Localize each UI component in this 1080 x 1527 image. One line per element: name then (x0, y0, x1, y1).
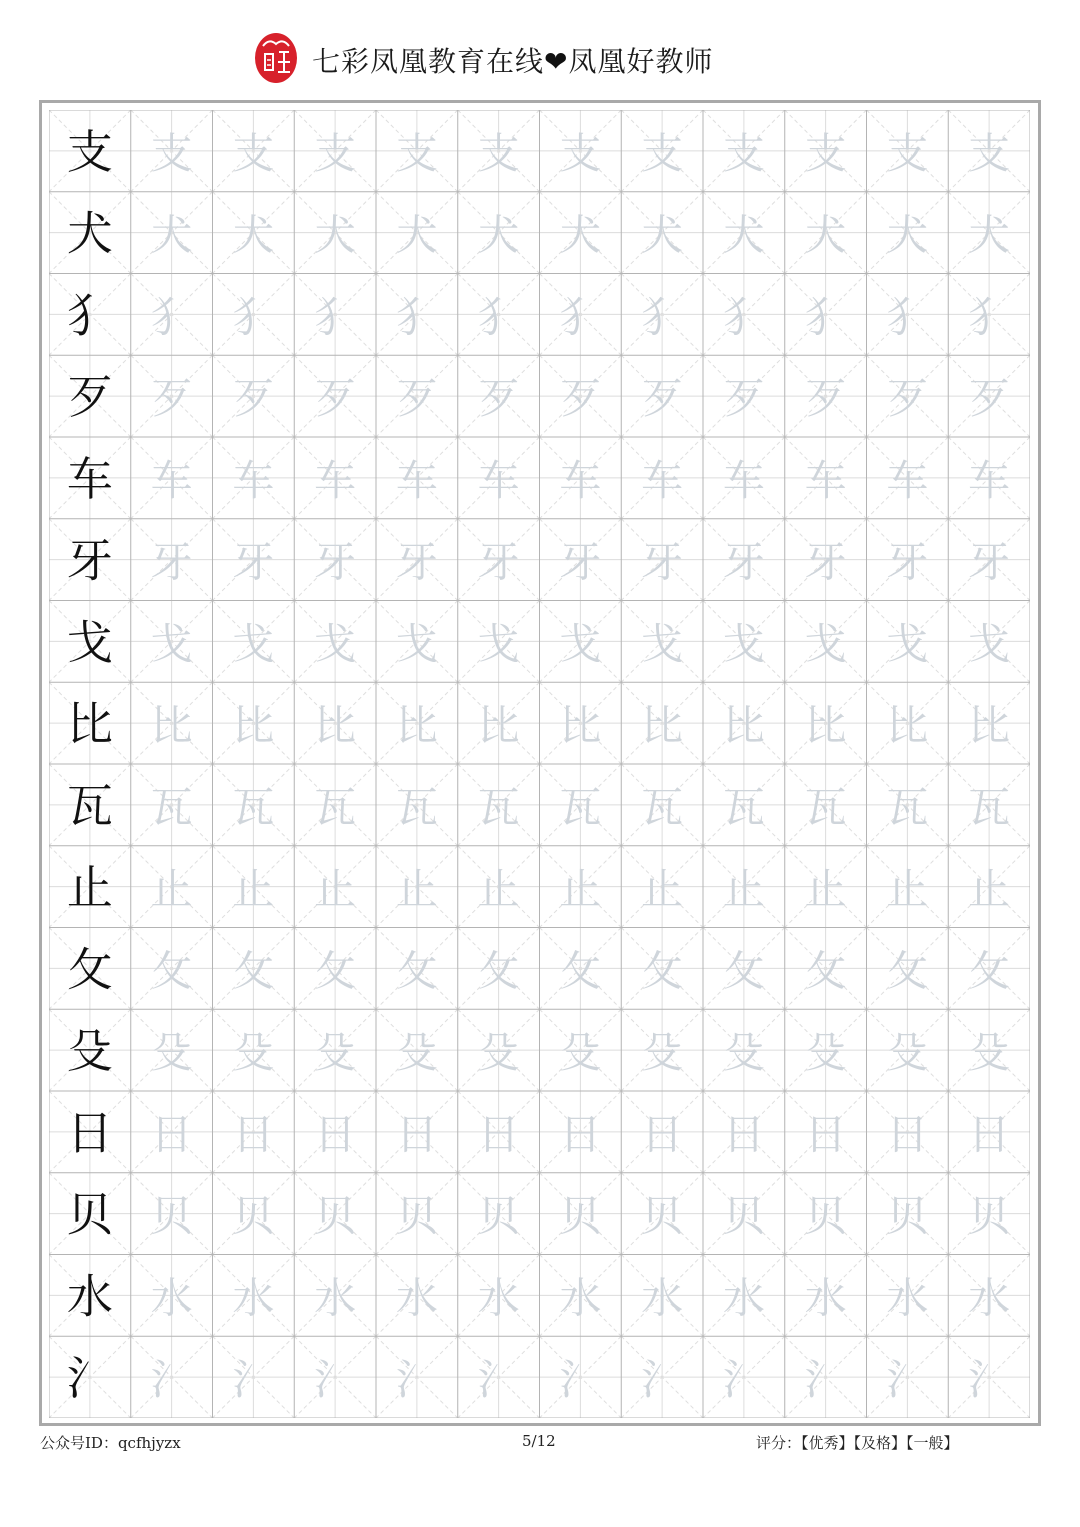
trace-character: 戈 (559, 619, 602, 669)
model-character: 日 (66, 1105, 113, 1160)
practice-row (67, 207, 1010, 261)
header (0, 28, 1080, 88)
trace-character: 歹 (395, 374, 438, 424)
trace-character: 车 (559, 455, 602, 505)
trace-character: 氵 (968, 1355, 1011, 1405)
trace-character: 止 (968, 864, 1011, 914)
trace-character: 止 (314, 864, 357, 914)
trace-character: 牙 (722, 537, 765, 587)
trace-character: 氵 (722, 1355, 765, 1405)
trace-character: 攵 (232, 946, 275, 996)
trace-character: 支 (150, 128, 193, 178)
trace-character: 日 (477, 1109, 520, 1159)
trace-character: 水 (559, 1273, 602, 1323)
trace-character: 贝 (477, 1191, 520, 1241)
trace-character: 日 (232, 1109, 275, 1159)
trace-character: 氵 (477, 1355, 520, 1405)
trace-character: 牙 (232, 537, 275, 587)
trace-character: 比 (559, 701, 602, 751)
trace-character: 殳 (804, 1028, 847, 1078)
trace-character: 犭 (968, 292, 1011, 342)
trace-character: 犭 (641, 292, 684, 342)
trace-character: 止 (477, 864, 520, 914)
trace-character: 攵 (968, 946, 1011, 996)
trace-character: 日 (886, 1109, 929, 1159)
trace-character: 戈 (150, 619, 193, 669)
trace-character: 贝 (722, 1191, 765, 1241)
trace-character: 水 (477, 1273, 520, 1323)
trace-character: 止 (722, 864, 765, 914)
trace-character: 止 (232, 864, 275, 914)
trace-character: 犬 (477, 210, 520, 260)
trace-character: 水 (641, 1273, 684, 1323)
model-character: 瓦 (66, 778, 113, 833)
trace-character: 犭 (804, 292, 847, 342)
trace-character: 歹 (968, 374, 1011, 424)
trace-character: 牙 (559, 537, 602, 587)
trace-character: 牙 (395, 537, 438, 587)
trace-character: 水 (804, 1273, 847, 1323)
footer (0, 1428, 1080, 1458)
trace-character: 比 (232, 701, 275, 751)
trace-character: 水 (150, 1273, 193, 1323)
trace-character: 歹 (314, 374, 357, 424)
practice-row (67, 779, 1010, 833)
trace-character: 贝 (232, 1191, 275, 1241)
trace-character: 犭 (232, 292, 275, 342)
trace-character: 犬 (559, 210, 602, 260)
trace-character: 止 (886, 864, 929, 914)
trace-character: 殳 (968, 1028, 1011, 1078)
trace-character: 歹 (804, 374, 847, 424)
trace-character: 水 (395, 1273, 438, 1323)
trace-character: 车 (804, 455, 847, 505)
trace-character: 氵 (886, 1355, 929, 1405)
trace-character: 水 (886, 1273, 929, 1323)
trace-character: 比 (886, 701, 929, 751)
model-character: 攵 (66, 942, 113, 997)
practice-row (67, 125, 1010, 179)
trace-character: 支 (641, 128, 684, 178)
trace-character: 车 (968, 455, 1011, 505)
trace-character: 比 (314, 701, 357, 751)
practice-row (67, 1024, 1010, 1078)
trace-character: 贝 (559, 1191, 602, 1241)
trace-character: 比 (395, 701, 438, 751)
trace-character: 车 (641, 455, 684, 505)
trace-character: 瓦 (641, 782, 684, 832)
grid-borders (49, 110, 1030, 1418)
trace-character: 止 (641, 864, 684, 914)
trace-character: 氵 (559, 1355, 602, 1405)
trace-character: 瓦 (395, 782, 438, 832)
trace-character: 犭 (395, 292, 438, 342)
trace-character: 车 (477, 455, 520, 505)
wechat-id: 公众号ID：qcfhjyzx (40, 1434, 181, 1452)
trace-character: 比 (804, 701, 847, 751)
trace-character: 比 (641, 701, 684, 751)
trace-character: 犬 (641, 210, 684, 260)
trace-character: 犬 (232, 210, 275, 260)
header-title (312, 42, 714, 82)
trace-character: 牙 (641, 537, 684, 587)
trace-character: 比 (968, 701, 1011, 751)
trace-character: 歹 (232, 374, 275, 424)
trace-character: 犬 (150, 210, 193, 260)
trace-character: 牙 (314, 537, 357, 587)
trace-character: 水 (314, 1273, 357, 1323)
trace-character: 歹 (477, 374, 520, 424)
trace-character: 氵 (314, 1355, 357, 1405)
trace-character: 支 (477, 128, 520, 178)
trace-character: 殳 (641, 1028, 684, 1078)
trace-character: 牙 (477, 537, 520, 587)
trace-character: 比 (722, 701, 765, 751)
trace-character: 犬 (968, 210, 1011, 260)
trace-character: 戈 (477, 619, 520, 669)
trace-character: 水 (722, 1273, 765, 1323)
trace-character: 攵 (722, 946, 765, 996)
practice-row (67, 861, 1010, 915)
trace-character: 殳 (314, 1028, 357, 1078)
model-character: 牙 (66, 533, 113, 588)
trace-character: 氵 (641, 1355, 684, 1405)
practice-row (67, 1269, 1010, 1323)
model-character: 比 (66, 697, 113, 752)
model-character: 犭 (66, 288, 113, 343)
trace-character: 贝 (804, 1191, 847, 1241)
trace-character: 氵 (804, 1355, 847, 1405)
trace-character: 贝 (395, 1191, 438, 1241)
trace-character: 犭 (559, 292, 602, 342)
trace-character: 瓦 (150, 782, 193, 832)
trace-character: 瓦 (232, 782, 275, 832)
trace-character: 止 (559, 864, 602, 914)
practice-row (67, 697, 1010, 751)
trace-character: 戈 (804, 619, 847, 669)
trace-character: 贝 (314, 1191, 357, 1241)
practice-row (67, 1106, 1010, 1160)
trace-character: 殳 (150, 1028, 193, 1078)
trace-character: 戈 (886, 619, 929, 669)
trace-character: 牙 (886, 537, 929, 587)
model-character: 水 (66, 1269, 113, 1324)
trace-character: 殳 (722, 1028, 765, 1078)
trace-character: 犬 (314, 210, 357, 260)
seal-logo-icon (253, 30, 299, 84)
trace-character: 牙 (968, 537, 1011, 587)
trace-character: 戈 (232, 619, 275, 669)
trace-character: 犭 (477, 292, 520, 342)
practice-row (67, 452, 1010, 506)
trace-character: 瓦 (804, 782, 847, 832)
trace-character: 攵 (804, 946, 847, 996)
trace-character: 攵 (477, 946, 520, 996)
model-character: 歹 (66, 370, 113, 425)
trace-character: 氵 (150, 1355, 193, 1405)
heart-icon: ❤ (544, 45, 569, 78)
trace-character: 犬 (886, 210, 929, 260)
trace-character: 牙 (150, 537, 193, 587)
trace-character: 歹 (722, 374, 765, 424)
trace-character: 殳 (886, 1028, 929, 1078)
trace-character: 车 (314, 455, 357, 505)
trace-character: 戈 (968, 619, 1011, 669)
model-character: 戈 (66, 615, 113, 670)
trace-character: 殳 (559, 1028, 602, 1078)
trace-character: 贝 (886, 1191, 929, 1241)
trace-character: 犭 (314, 292, 357, 342)
trace-character: 戈 (722, 619, 765, 669)
trace-character: 日 (150, 1109, 193, 1159)
trace-character: 瓦 (968, 782, 1011, 832)
trace-character: 攵 (559, 946, 602, 996)
trace-character: 犭 (886, 292, 929, 342)
trace-character: 攵 (150, 946, 193, 996)
trace-character: 攵 (886, 946, 929, 996)
trace-character: 攵 (314, 946, 357, 996)
model-character: 支 (66, 124, 113, 179)
model-character: 贝 (66, 1187, 113, 1242)
practice-row (67, 1188, 1010, 1242)
practice-row (67, 1351, 1010, 1405)
trace-character: 戈 (314, 619, 357, 669)
trace-character: 牙 (804, 537, 847, 587)
trace-character: 殳 (395, 1028, 438, 1078)
trace-character: 止 (395, 864, 438, 914)
model-character: 氵 (66, 1351, 113, 1406)
trace-character: 支 (886, 128, 929, 178)
trace-character: 氵 (232, 1355, 275, 1405)
trace-character: 水 (232, 1273, 275, 1323)
trace-character: 水 (968, 1273, 1011, 1323)
practice-row (67, 288, 1010, 342)
trace-character: 止 (150, 864, 193, 914)
trace-character: 支 (395, 128, 438, 178)
trace-character: 犬 (804, 210, 847, 260)
trace-character: 日 (395, 1109, 438, 1159)
trace-character: 贝 (150, 1191, 193, 1241)
trace-character: 殳 (477, 1028, 520, 1078)
practice-grid (49, 110, 1030, 1418)
trace-character: 戈 (395, 619, 438, 669)
rating-options: 【优秀】【及格】【一般】 (801, 1434, 959, 1452)
trace-character: 瓦 (559, 782, 602, 832)
trace-character: 犬 (395, 210, 438, 260)
trace-character: 瓦 (722, 782, 765, 832)
practice-row (67, 615, 1010, 669)
trace-character: 日 (804, 1109, 847, 1159)
title-part1: 七彩凤凰教育在线 (312, 45, 545, 78)
trace-character: 车 (232, 455, 275, 505)
trace-character: 殳 (232, 1028, 275, 1078)
trace-character: 车 (886, 455, 929, 505)
trace-character: 戈 (641, 619, 684, 669)
trace-character: 犭 (150, 292, 193, 342)
trace-character: 日 (968, 1109, 1011, 1159)
trace-character: 支 (968, 128, 1011, 178)
trace-character: 日 (641, 1109, 684, 1159)
trace-character: 日 (314, 1109, 357, 1159)
trace-character: 支 (314, 128, 357, 178)
trace-character: 歹 (886, 374, 929, 424)
title-part2: 凤凰好教师 (568, 45, 714, 78)
trace-character: 支 (722, 128, 765, 178)
trace-character: 瓦 (477, 782, 520, 832)
model-character: 殳 (66, 1024, 113, 1079)
trace-character: 支 (804, 128, 847, 178)
trace-character: 止 (804, 864, 847, 914)
trace-character: 车 (395, 455, 438, 505)
practice-row (67, 534, 1010, 588)
page-number: 5/12 (522, 1432, 556, 1450)
model-character: 车 (66, 451, 113, 506)
rating-label: 评分： (756, 1434, 802, 1452)
trace-character: 歹 (641, 374, 684, 424)
practice-row (67, 370, 1010, 424)
trace-character: 攵 (395, 946, 438, 996)
trace-character: 瓦 (314, 782, 357, 832)
rating (756, 1432, 959, 1453)
trace-character: 贝 (641, 1191, 684, 1241)
trace-character: 氵 (395, 1355, 438, 1405)
trace-character: 支 (232, 128, 275, 178)
model-character: 止 (66, 860, 113, 915)
practice-row (67, 942, 1010, 996)
trace-character: 歹 (150, 374, 193, 424)
trace-character: 攵 (641, 946, 684, 996)
model-character: 犬 (66, 206, 113, 261)
trace-character: 日 (559, 1109, 602, 1159)
trace-character: 支 (559, 128, 602, 178)
trace-character: 比 (150, 701, 193, 751)
trace-character: 比 (477, 701, 520, 751)
trace-character: 贝 (968, 1191, 1011, 1241)
trace-character: 车 (150, 455, 193, 505)
trace-character: 犭 (722, 292, 765, 342)
trace-character: 日 (722, 1109, 765, 1159)
trace-character: 歹 (559, 374, 602, 424)
trace-character: 犬 (722, 210, 765, 260)
trace-character: 车 (722, 455, 765, 505)
trace-character: 瓦 (886, 782, 929, 832)
